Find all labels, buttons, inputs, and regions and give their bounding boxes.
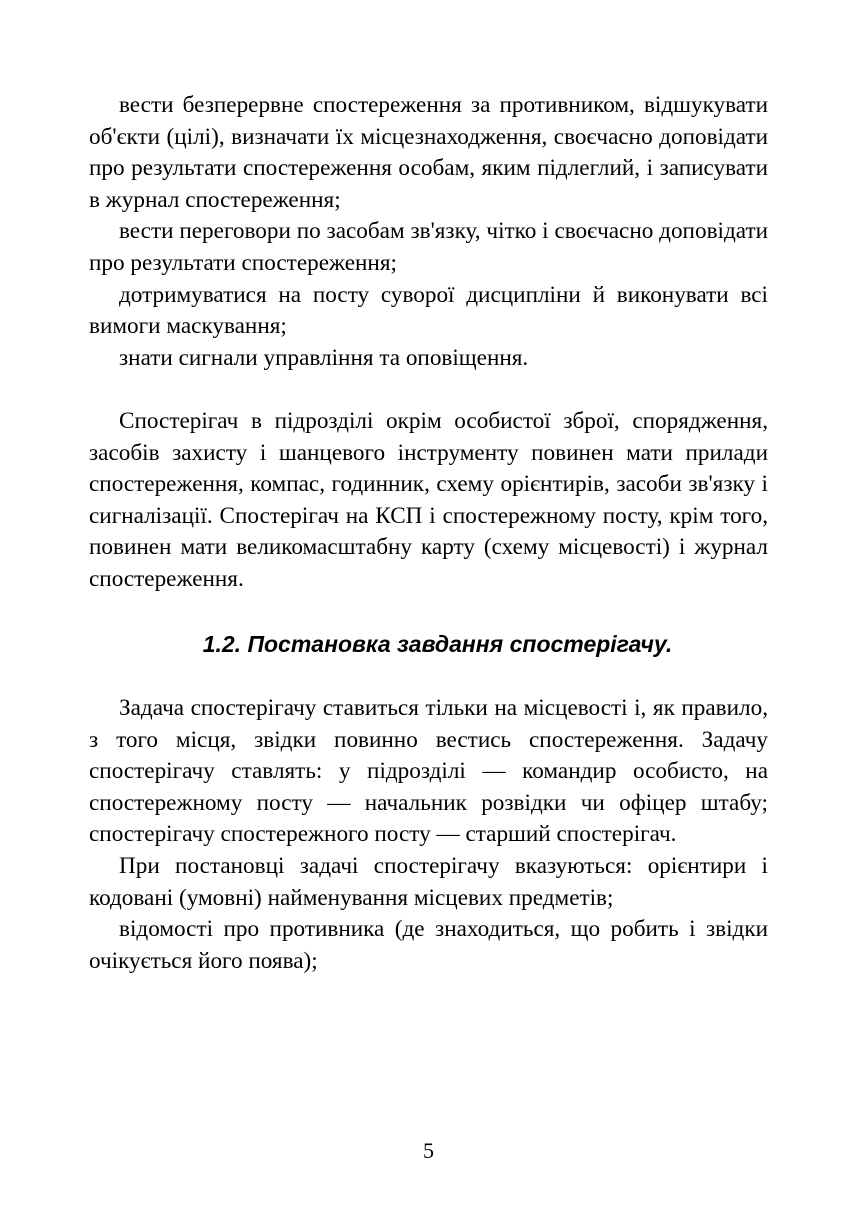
paragraph-landmarks: При постановці задачі спостерігачу вказуються: орієнтири і кодовані (умовні) найменування місцевих предметів; (89, 853, 768, 911)
heading-spacer-bottom (89, 660, 768, 693)
section-heading: 1.2. Постановка завдання спостерігачу. (202, 630, 673, 657)
paragraph-enemy-info: відомості про противника (де знаходиться, що робить і звідки очікується його поява); (89, 916, 768, 974)
page-number: 5 (423, 1138, 434, 1163)
paragraph-radio-reports: вести переговори по засобам зв'язку, чітко і своєчасно доповідати про результати спостереження; (89, 218, 768, 276)
paragraph-equipment: Спостерігач в підрозділі окрім особистої зброї, спорядження, засобів захисту і шанцевого інструменту повинен мати прилади спостереження, компас, годинник, схему орієнтирів, засоби зв'язку і сигналізації. Спостерігач на КСП і спостережному посту, крім того, повинен мати великомасштабну карту (схему місцевості) і журнал спостереження. (89, 407, 768, 592)
heading-spacer-top (89, 596, 768, 629)
paragraph-discipline: дотримуватися на посту суворої дисципліни й виконувати всі вимоги маскування; (89, 281, 768, 340)
paragraph-task-assignment: Задача спостерігачу ставиться тільки на місцевості і, як правило, з того місця, звідки повинно вестись спостереження. Задачу спостерігачу ставлять: у підрозділі — командир особисто, на спостережному посту — начальник розвідки чи офіцер штабу; спостерігачу спостережного посту — старший спостерігач. (89, 695, 768, 848)
page-body (89, 90, 768, 977)
paragraph-observe-enemy: вести безперервне спостереження за противником, відшукувати об'єкти (цілі), визначати їх місцезнаходження, своєчасно доповідати про результати спостереження особам, яким підлеглий, і записувати в журнал спостереження; (89, 92, 768, 213)
paragraph-spacer (89, 374, 768, 406)
paragraph-signals: знати сигнали управління та оповіщення. (119, 344, 529, 371)
